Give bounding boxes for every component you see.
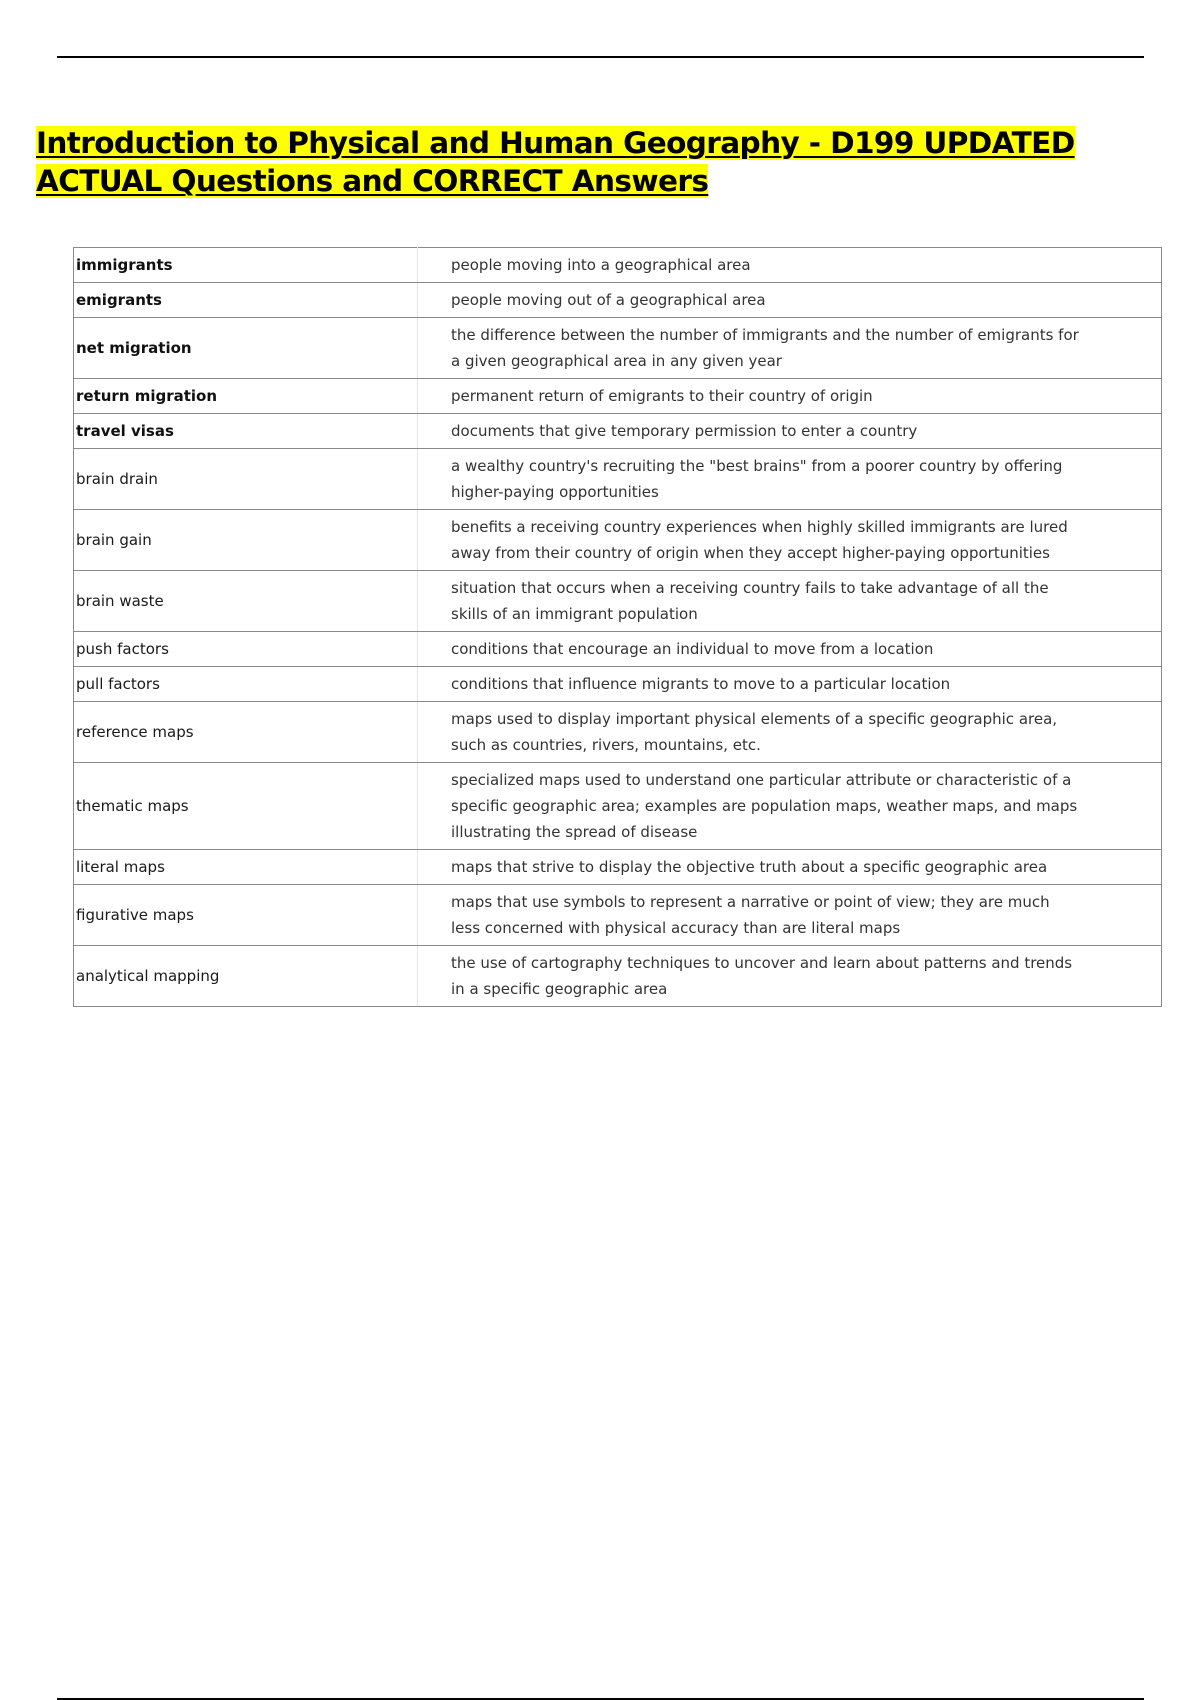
term-cell: analytical mapping bbox=[74, 946, 418, 1007]
table-row bbox=[74, 248, 1162, 283]
term-cell: brain waste bbox=[74, 571, 418, 632]
definition-cell: specialized maps used to understand one particular attribute or characteristic of a specific geographic area; examples are population maps, weather maps, and maps illustrating the spread of disease bbox=[418, 763, 1162, 850]
definition-cell: documents that give temporary permission to enter a country bbox=[418, 414, 1162, 449]
table-row bbox=[74, 283, 1162, 318]
term-cell: travel visas bbox=[74, 414, 418, 449]
term-cell: net migration bbox=[74, 318, 418, 379]
table-row bbox=[74, 667, 1162, 702]
table-row bbox=[74, 449, 1162, 510]
term-cell: pull factors bbox=[74, 667, 418, 702]
definition-cell: maps used to display important physical elements of a specific geographic area, such as countries, rivers, mountains, etc. bbox=[418, 702, 1162, 763]
definition-cell: conditions that influence migrants to move to a particular location bbox=[418, 667, 1162, 702]
table-row bbox=[74, 414, 1162, 449]
definition-cell: people moving into a geographical area bbox=[418, 248, 1162, 283]
glossary-table bbox=[73, 247, 1162, 1007]
definition-cell: maps that strive to display the objective truth about a specific geographic area bbox=[418, 850, 1162, 885]
definition-cell: benefits a receiving country experiences when highly skilled immigrants are lured away from their country of origin when they accept higher-paying opportunities bbox=[418, 510, 1162, 571]
term-cell: literal maps bbox=[74, 850, 418, 885]
term-cell: push factors bbox=[74, 632, 418, 667]
table-row bbox=[74, 850, 1162, 885]
definition-cell: a wealthy country's recruiting the "best brains" from a poorer country by offering higher-paying opportunities bbox=[418, 449, 1162, 510]
term-cell: return migration bbox=[74, 379, 418, 414]
term-cell: brain drain bbox=[74, 449, 418, 510]
definition-cell: people moving out of a geographical area bbox=[418, 283, 1162, 318]
glossary-table-body bbox=[74, 248, 1162, 1007]
table-row bbox=[74, 763, 1162, 850]
term-cell: figurative maps bbox=[74, 885, 418, 946]
definition-cell: conditions that encourage an individual to move from a location bbox=[418, 632, 1162, 667]
table-row bbox=[74, 318, 1162, 379]
term-cell: immigrants bbox=[74, 248, 418, 283]
header-rule bbox=[57, 56, 1144, 58]
document-title-text: Introduction to Physical and Human Geography - D199 UPDATED ACTUAL Questions and CORRECT Answers bbox=[36, 126, 1075, 198]
term-cell: thematic maps bbox=[74, 763, 418, 850]
table-row bbox=[74, 510, 1162, 571]
document-title bbox=[36, 124, 1146, 200]
table-row bbox=[74, 632, 1162, 667]
table-row bbox=[74, 885, 1162, 946]
term-cell: reference maps bbox=[74, 702, 418, 763]
definition-cell: situation that occurs when a receiving country fails to take advantage of all the skills of an immigrant population bbox=[418, 571, 1162, 632]
definition-cell: maps that use symbols to represent a narrative or point of view; they are much less concerned with physical accuracy than are literal maps bbox=[418, 885, 1162, 946]
table-row bbox=[74, 379, 1162, 414]
table-row bbox=[74, 571, 1162, 632]
term-cell: brain gain bbox=[74, 510, 418, 571]
table-row bbox=[74, 702, 1162, 763]
term-cell: emigrants bbox=[74, 283, 418, 318]
table-row bbox=[74, 946, 1162, 1007]
definition-cell: the use of cartography techniques to uncover and learn about patterns and trends in a specific geographic area bbox=[418, 946, 1162, 1007]
definition-cell: the difference between the number of immigrants and the number of emigrants for a given geographical area in any given year bbox=[418, 318, 1162, 379]
definition-cell: permanent return of emigrants to their country of origin bbox=[418, 379, 1162, 414]
